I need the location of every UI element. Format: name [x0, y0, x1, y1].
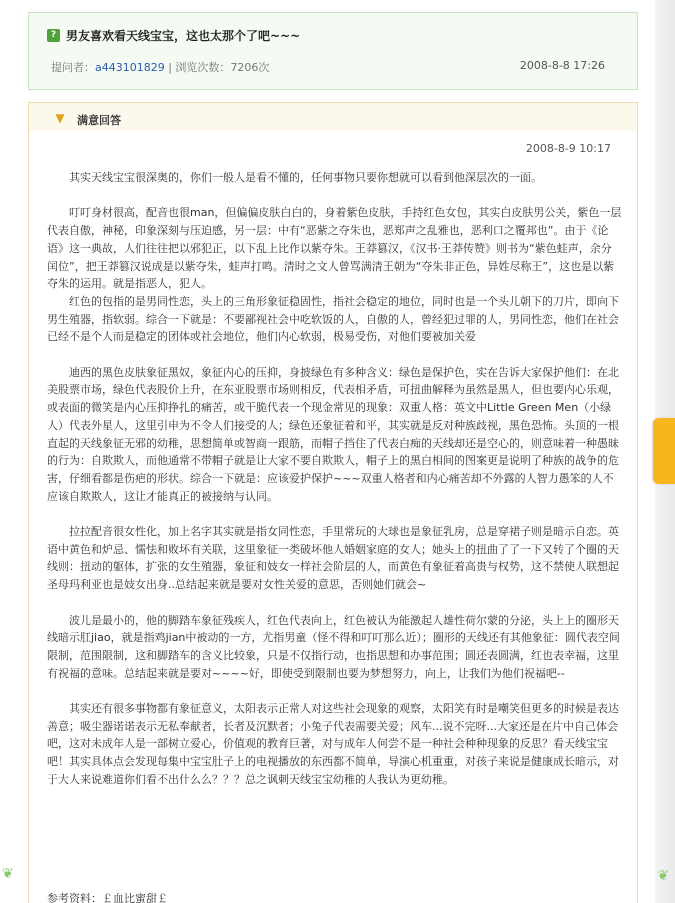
- question-title: 男友喜欢看天线宝宝，这也太那个了吧~~~: [66, 29, 301, 43]
- paragraph-gap: [47, 505, 622, 523]
- reference-value: ￡血比蜜甜￡: [102, 892, 168, 903]
- paragraph-gap: [47, 346, 622, 364]
- page-left-margin: [0, 0, 10, 903]
- views-count: 7206次: [230, 61, 270, 74]
- answer-paragraph: 其实还有很多事物都有象征意义，太阳表示正常人对这些社会现象的观察，太阳笑有时是嘲笑但更多的时候是表达善意；吸尘器诺诺表示无私奉献者，长者及沉默者；小兔子代表需要关爱；风车...说不完呀...大家还是在片中自己体会吧，这对未成年人是一部树立爱心，价值观的教育巨著，对与成年人何尝不是一种社会种种现象的反思？看天线宝宝吧！其实具体点会发现每集中宝宝肚子上的电视播放的东西都不简单，导演心机重重，对孩子来说是健康成长暗示，对于大人来说难道你们看不出什么么？？？总之讽刺天线宝宝幼稚的人我认为更幼稚。: [47, 702, 619, 786]
- answer-paragraph: 拉拉配音很女性化，加上名字其实就是指女同性恋，手里常玩的大球也是象征乳房，总是穿裙子则是暗示自恋。英语中黄色和炉忌、懦怯和败坏有关联，这里象征一类破坏他人婚姻家庭的女人；她头上的扭曲了了一下又转了个圈的天线则：扭动的躯体，扩张的女生殖器，象征和妓女一样社会阶层的人，而黄色有象征着高贵与权势，这不禁使人联想起圣母玛利亚也是妓女出身..总结起来就是要对女性关爱的意思，否则她们就会~: [47, 525, 619, 592]
- question-icon: ?: [47, 29, 60, 42]
- answer-header: [29, 103, 637, 131]
- trophy-icon: ▼: [55, 111, 65, 125]
- answer-paragraph: 其实天线宝宝很深奥的，你们一般人是看不懂的，任何事物只要你想就可以看到他深层次的一面。: [69, 171, 542, 184]
- paragraph-gap: [47, 187, 622, 205]
- reference-label: 参考资料：: [47, 892, 102, 903]
- answer-panel: [28, 102, 638, 903]
- answer-header-title: 满意回答: [77, 114, 121, 127]
- question-date: 2008-8-8 17:26: [519, 59, 605, 72]
- answer-paragraph: 迪西的黑色皮肤象征黑奴，象征内心的压抑，身披绿色有多种含义：绿色是保护色，实在告诉大家保护他们：在北美股票市场，绿色代表股价上升，在东亚股票市场则相反，代表相矛盾，可扭曲解释为虽然是黑人，但也要内心乐观，或表面的微笑是内心压抑挣扎的痛苦，或干脆代表一个现金常见的现象：双重人格：英文中Little Green Men（小绿人）代表外星人，这里引申为不令人们接受的人；绿色还象征着和平，其实就是反对种族歧视，黑色恐怖。头顶的一根直起的天线象征无邪的幼稚，思想简单或智商一跟筋，而帽子挡住了代表白痴的天线却还是空心的，则意味着一种愚昧的行为：自欺欺人，而他通常不带帽子就是让大家不要自欺欺人，帽子上的黑白相间的图案更是说明了种族的战争的危害，仔细看都是伤疤的形状。综合一下就是：应该爱护保护~~~双重人格者和内心痛苦却不外露的人智力愚笨的人不应该自欺欺人，这让才能真正的被接纳与认同。: [47, 365, 619, 503]
- answer-paragraph: 红色的包指的是男同性恋，头上的三角形象征稳固性，指社会稳定的地位，同时也是一个头儿朝下的刀片，即向下男生殖器，指软弱。综合一下就是：不要鄙视社会中吃软饭的人，自傲的人，曾经犯过罪的人，男同性恋，他们在社会已经不是个人而是稳定的团体或社会地位，他们内心软弱，极易受伤，对他们要被加关爱: [47, 294, 619, 344]
- question-panel: [28, 12, 638, 90]
- views-label: | 浏览次数：: [164, 61, 231, 74]
- question-title-row: [47, 27, 300, 44]
- floating-feedback-tab[interactable]: [653, 418, 675, 484]
- leaf-icon: ❦: [2, 866, 14, 882]
- answer-body: [47, 169, 622, 789]
- asker-name-link[interactable]: a443101829: [95, 61, 165, 74]
- asker-label: 提问者：: [51, 61, 95, 74]
- leaf-icon: ❦: [657, 868, 669, 884]
- paragraph-gap: [47, 682, 622, 700]
- paragraph-gap: [47, 594, 622, 612]
- question-meta: [51, 59, 269, 75]
- answer-paragraph: 波儿是最小的，他的脚踏车象征残疾人，红色代表向上，红色被认为能激起人雄性荷尔蒙的分泌，头上上的圈形天线暗示肛jiao，就是指鸡jian中被动的一方，尤指男童（怪不得和叮叮那么近）；圈形的天线还有其他象征：圆代表空间限制，范围限制，这和脚踏车的含义比较象，只是不仅指行动，也指思想和办事范围；圆还表圆满，红也表幸福，这里有祝福的意味。总结起来就是要对~~~~好，即使受到限制也要为梦想努力，向上，让我们为他们祝福吧--: [47, 613, 620, 680]
- answer-paragraph: 叮叮身材很高，配音也很man，但偏偏皮肤白白的，身着紫色皮肤，手持红色女包，其实白皮肤男公关，紫色一层代表自傲，神秘，印象深刻与压迫感，另一层：中有“恶紫之夺朱也，恶郑声之乱雅也，恶利口之覆邦也”。由于《论语》这一典故，人们往往把以邪犯正，以下乱上比作以紫夺朱。王莽篡汉，《汉书·王莽传赞》则书为“紫色蛙声，余分闰位”，把王莽篡汉说成是以紫夺朱，蛙声打鸣。清时之文人曾骂满清王朝为“夺朱非正色，异姓尽称王”，这也是以紫夺朱的运用。就是指恶人，犯人。: [47, 206, 622, 291]
- answer-date: 2008-8-9 10:17: [525, 142, 611, 155]
- reference-row: [47, 890, 168, 903]
